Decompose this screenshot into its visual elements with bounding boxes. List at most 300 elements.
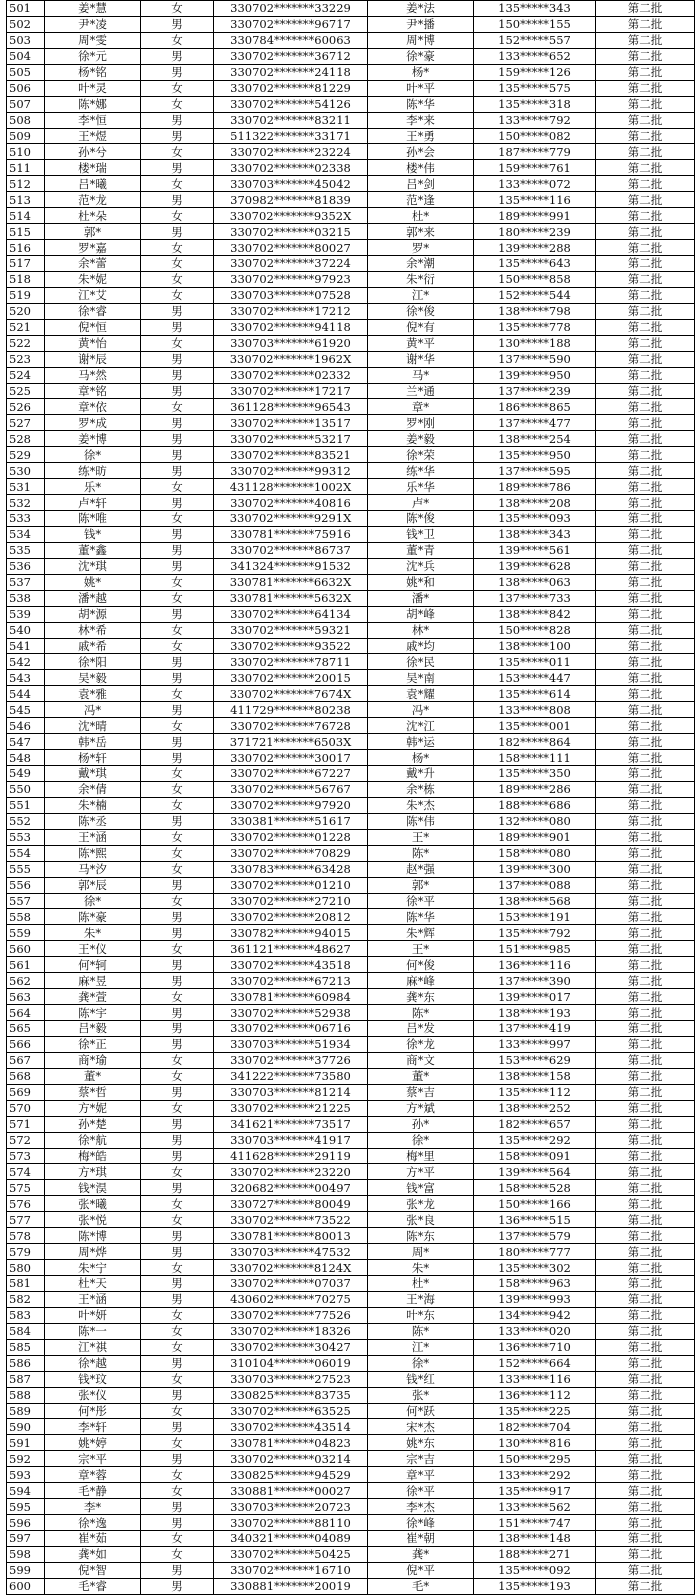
batch-cell: 第二批 <box>596 1355 695 1371</box>
id-number-cell: 330702*******03214 <box>214 1451 368 1467</box>
row-number-cell: 565 <box>7 1021 45 1037</box>
gender-cell: 女 <box>141 1307 214 1323</box>
table-row <box>7 80 695 96</box>
gender-cell: 女 <box>141 144 214 160</box>
row-number-cell: 509 <box>7 128 45 144</box>
guardian-name-cell: 马* <box>368 367 474 383</box>
row-number-cell: 558 <box>7 909 45 925</box>
guardian-name-cell: 戴*升 <box>368 766 474 782</box>
batch-cell: 第二批 <box>596 415 695 431</box>
batch-cell: 第二批 <box>596 1276 695 1292</box>
id-number-cell: 330703*******51934 <box>214 1036 368 1052</box>
guardian-name-cell: 袁*耀 <box>368 686 474 702</box>
row-number-cell: 578 <box>7 1228 45 1244</box>
id-number-cell: 330702*******77526 <box>214 1307 368 1323</box>
guardian-name-cell: 徐*平 <box>368 1483 474 1499</box>
gender-cell: 男 <box>141 1021 214 1037</box>
row-number-cell: 555 <box>7 861 45 877</box>
guardian-name-cell: 孙* <box>368 1116 474 1132</box>
table-row <box>7 813 695 829</box>
phone-cell: 135*****011 <box>474 654 596 670</box>
batch-cell: 第二批 <box>596 351 695 367</box>
gender-cell: 男 <box>141 128 214 144</box>
phone-cell: 138*****568 <box>474 893 596 909</box>
guardian-name-cell: 徐* <box>368 1355 474 1371</box>
phone-cell: 137*****477 <box>474 415 596 431</box>
student-name-cell: 袁*雅 <box>45 686 141 702</box>
table-row <box>7 64 695 80</box>
table-row <box>7 989 695 1005</box>
phone-cell: 139*****288 <box>474 240 596 256</box>
gender-cell: 女 <box>141 96 214 112</box>
table-row <box>7 351 695 367</box>
table-row <box>7 1196 695 1212</box>
guardian-name-cell: 宗*吉 <box>368 1451 474 1467</box>
id-number-cell: 330702*******43514 <box>214 1419 368 1435</box>
gender-cell: 女 <box>141 1052 214 1068</box>
phone-cell: 133*****652 <box>474 48 596 64</box>
row-number-cell: 519 <box>7 287 45 303</box>
table-row <box>7 909 695 925</box>
gender-cell: 男 <box>141 447 214 463</box>
student-name-cell: 杜*天 <box>45 1276 141 1292</box>
table-row <box>7 1052 695 1068</box>
row-number-cell: 546 <box>7 718 45 734</box>
gender-cell: 女 <box>141 941 214 957</box>
table-row <box>7 48 695 64</box>
phone-cell: 137*****579 <box>474 1228 596 1244</box>
student-name-cell: 徐*越 <box>45 1355 141 1371</box>
guardian-name-cell: 徐*峰 <box>368 1515 474 1531</box>
id-number-cell: 341222*******73580 <box>214 1068 368 1084</box>
student-name-cell: 姜*慧 <box>45 1 141 17</box>
id-number-cell: 330703*******20723 <box>214 1499 368 1515</box>
gender-cell: 女 <box>141 861 214 877</box>
row-number-cell: 591 <box>7 1435 45 1451</box>
id-number-cell: 330702*******40816 <box>214 495 368 511</box>
guardian-name-cell: 龚*东 <box>368 989 474 1005</box>
row-number-cell: 553 <box>7 829 45 845</box>
row-number-cell: 579 <box>7 1244 45 1260</box>
batch-cell: 第二批 <box>596 128 695 144</box>
row-number-cell: 543 <box>7 670 45 686</box>
batch-cell: 第二批 <box>596 383 695 399</box>
table-row <box>7 861 695 877</box>
student-name-cell: 徐* <box>45 893 141 909</box>
guardian-name-cell: 陈* <box>368 1005 474 1021</box>
student-name-cell: 张*悦 <box>45 1212 141 1228</box>
id-number-cell: 330702*******83521 <box>214 447 368 463</box>
gender-cell: 男 <box>141 957 214 973</box>
row-number-cell: 507 <box>7 96 45 112</box>
id-number-cell: 330703*******41917 <box>214 1132 368 1148</box>
gender-cell: 女 <box>141 208 214 224</box>
table-row <box>7 319 695 335</box>
gender-cell: 男 <box>141 1291 214 1307</box>
batch-cell: 第二批 <box>596 845 695 861</box>
table-row <box>7 542 695 558</box>
student-name-cell: 朱*楠 <box>45 797 141 813</box>
batch-cell: 第二批 <box>596 479 695 495</box>
id-number-cell: 330702*******13517 <box>214 415 368 431</box>
guardian-name-cell: 姚*和 <box>368 574 474 590</box>
gender-cell: 女 <box>141 1100 214 1116</box>
batch-cell: 第二批 <box>596 1499 695 1515</box>
phone-cell: 133*****116 <box>474 1371 596 1387</box>
batch-cell: 第二批 <box>596 1068 695 1084</box>
batch-cell: 第二批 <box>596 941 695 957</box>
phone-cell: 135*****950 <box>474 447 596 463</box>
batch-cell: 第二批 <box>596 80 695 96</box>
guardian-name-cell: 陈*俊 <box>368 511 474 527</box>
batch-cell: 第二批 <box>596 144 695 160</box>
id-number-cell: 330781*******04823 <box>214 1435 368 1451</box>
gender-cell: 男 <box>141 431 214 447</box>
guardian-name-cell: 徐*豪 <box>368 48 474 64</box>
student-name-cell: 韩*岳 <box>45 734 141 750</box>
gender-cell: 男 <box>141 1005 214 1021</box>
guardian-name-cell: 毛* <box>368 1578 474 1594</box>
id-number-cell: 330702*******63525 <box>214 1403 368 1419</box>
phone-cell: 150*****155 <box>474 16 596 32</box>
phone-cell: 151*****747 <box>474 1515 596 1531</box>
row-number-cell: 529 <box>7 447 45 463</box>
id-number-cell: 330702*******07037 <box>214 1276 368 1292</box>
student-name-cell: 陈*丞 <box>45 813 141 829</box>
gender-cell: 女 <box>141 1196 214 1212</box>
table-row <box>7 511 695 527</box>
gender-cell: 女 <box>141 1531 214 1547</box>
student-name-cell: 戚*希 <box>45 638 141 654</box>
gender-cell: 女 <box>141 176 214 192</box>
guardian-name-cell: 章*平 <box>368 1467 474 1483</box>
table-row <box>7 96 695 112</box>
guardian-name-cell: 江* <box>368 287 474 303</box>
phone-cell: 137*****590 <box>474 351 596 367</box>
gender-cell: 男 <box>141 670 214 686</box>
id-number-cell: 330781*******6632X <box>214 574 368 590</box>
student-name-cell: 张*曦 <box>45 1196 141 1212</box>
guardian-name-cell: 叶*平 <box>368 80 474 96</box>
student-name-cell: 周*烨 <box>45 1244 141 1260</box>
gender-cell: 女 <box>141 893 214 909</box>
batch-cell: 第二批 <box>596 1307 695 1323</box>
gender-cell: 男 <box>141 1499 214 1515</box>
gender-cell: 男 <box>141 1355 214 1371</box>
row-number-cell: 570 <box>7 1100 45 1116</box>
batch-cell: 第二批 <box>596 1291 695 1307</box>
guardian-name-cell: 黄*平 <box>368 335 474 351</box>
table-row <box>7 1276 695 1292</box>
gender-cell: 男 <box>141 495 214 511</box>
row-number-cell: 536 <box>7 558 45 574</box>
gender-cell: 男 <box>141 367 214 383</box>
id-number-cell: 330702*******30017 <box>214 750 368 766</box>
table-row <box>7 973 695 989</box>
guardian-name-cell: 吕*剑 <box>368 176 474 192</box>
phone-cell: 159*****761 <box>474 160 596 176</box>
batch-cell: 第二批 <box>596 1339 695 1355</box>
table-row <box>7 1036 695 1052</box>
table-row <box>7 128 695 144</box>
guardian-name-cell: 张*良 <box>368 1212 474 1228</box>
guardian-name-cell: 吴*南 <box>368 670 474 686</box>
guardian-name-cell: 何*跃 <box>368 1403 474 1419</box>
guardian-name-cell: 卢* <box>368 495 474 511</box>
id-number-cell: 330702*******67213 <box>214 973 368 989</box>
id-number-cell: 330781*******75916 <box>214 526 368 542</box>
student-name-cell: 郭*辰 <box>45 877 141 893</box>
table-row <box>7 654 695 670</box>
id-number-cell: 330702*******88110 <box>214 1515 368 1531</box>
id-number-cell: 330702*******23220 <box>214 1164 368 1180</box>
row-number-cell: 577 <box>7 1212 45 1228</box>
guardian-name-cell: 周*博 <box>368 32 474 48</box>
id-number-cell: 330781*******80013 <box>214 1228 368 1244</box>
id-number-cell: 330702*******83211 <box>214 112 368 128</box>
id-number-cell: 330702*******16710 <box>214 1562 368 1578</box>
table-row <box>7 1403 695 1419</box>
gender-cell: 女 <box>141 766 214 782</box>
student-name-cell: 龚*如 <box>45 1546 141 1562</box>
guardian-name-cell: 韩*运 <box>368 734 474 750</box>
student-name-cell: 孙*兮 <box>45 144 141 160</box>
phone-cell: 186*****865 <box>474 399 596 415</box>
student-name-cell: 姜*博 <box>45 431 141 447</box>
student-name-cell: 胡*源 <box>45 606 141 622</box>
student-name-cell: 江*艾 <box>45 287 141 303</box>
phone-cell: 136*****710 <box>474 1339 596 1355</box>
table-row <box>7 1307 695 1323</box>
batch-cell: 第二批 <box>596 957 695 973</box>
table-row <box>7 1084 695 1100</box>
gender-cell: 女 <box>141 1164 214 1180</box>
id-number-cell: 330702*******24118 <box>214 64 368 80</box>
student-name-cell: 李* <box>45 1499 141 1515</box>
phone-cell: 135*****575 <box>474 80 596 96</box>
guardian-name-cell: 麻*峰 <box>368 973 474 989</box>
student-name-cell: 姚*婷 <box>45 1435 141 1451</box>
gender-cell: 女 <box>141 1467 214 1483</box>
student-name-cell: 潘*越 <box>45 590 141 606</box>
id-number-cell: 330727*******80049 <box>214 1196 368 1212</box>
phone-cell: 137*****239 <box>474 383 596 399</box>
guardian-name-cell: 叶*东 <box>368 1307 474 1323</box>
gender-cell: 女 <box>141 335 214 351</box>
guardian-name-cell: 江* <box>368 1339 474 1355</box>
id-number-cell: 330702*******37726 <box>214 1052 368 1068</box>
table-row <box>7 1005 695 1021</box>
id-number-cell: 330702*******59321 <box>214 622 368 638</box>
student-name-cell: 陈*娜 <box>45 96 141 112</box>
guardian-name-cell: 陈*华 <box>368 96 474 112</box>
table-row <box>7 829 695 845</box>
row-number-cell: 513 <box>7 192 45 208</box>
guardian-name-cell: 郭*来 <box>368 224 474 240</box>
phone-cell: 133*****562 <box>474 1499 596 1515</box>
table-row <box>7 941 695 957</box>
id-number-cell: 330702*******43518 <box>214 957 368 973</box>
table-row <box>7 1578 695 1594</box>
guardian-name-cell: 董*青 <box>368 542 474 558</box>
guardian-name-cell: 徐*俊 <box>368 303 474 319</box>
student-name-cell: 林*希 <box>45 622 141 638</box>
guardian-name-cell: 郭* <box>368 877 474 893</box>
row-number-cell: 511 <box>7 160 45 176</box>
row-number-cell: 514 <box>7 208 45 224</box>
row-number-cell: 564 <box>7 1005 45 1021</box>
table-row <box>7 1339 695 1355</box>
gender-cell: 男 <box>141 1180 214 1196</box>
student-name-cell: 周*雯 <box>45 32 141 48</box>
table-row <box>7 271 695 287</box>
batch-cell: 第二批 <box>596 829 695 845</box>
batch-cell: 第二批 <box>596 1 695 17</box>
student-name-cell: 黄*怡 <box>45 335 141 351</box>
gender-cell: 女 <box>141 686 214 702</box>
student-name-cell: 徐*航 <box>45 1132 141 1148</box>
batch-cell: 第二批 <box>596 797 695 813</box>
batch-cell: 第二批 <box>596 606 695 622</box>
row-number-cell: 512 <box>7 176 45 192</box>
student-name-cell: 马*然 <box>45 367 141 383</box>
row-number-cell: 569 <box>7 1084 45 1100</box>
student-name-cell: 戴*琪 <box>45 766 141 782</box>
batch-cell: 第二批 <box>596 877 695 893</box>
phone-cell: 150*****166 <box>474 1196 596 1212</box>
row-number-cell: 522 <box>7 335 45 351</box>
id-number-cell: 330702*******86737 <box>214 542 368 558</box>
row-number-cell: 575 <box>7 1180 45 1196</box>
table-row <box>7 718 695 734</box>
row-number-cell: 537 <box>7 574 45 590</box>
phone-cell: 150*****082 <box>474 128 596 144</box>
row-number-cell: 584 <box>7 1323 45 1339</box>
id-number-cell: 371721*******6503X <box>214 734 368 750</box>
phone-cell: 135*****225 <box>474 1403 596 1419</box>
row-number-cell: 572 <box>7 1132 45 1148</box>
batch-cell: 第二批 <box>596 766 695 782</box>
guardian-name-cell: 周* <box>368 1244 474 1260</box>
student-name-cell: 李*恒 <box>45 112 141 128</box>
table-row <box>7 606 695 622</box>
batch-cell: 第二批 <box>596 1323 695 1339</box>
student-name-cell: 陈*熙 <box>45 845 141 861</box>
id-number-cell: 330703*******81214 <box>214 1084 368 1100</box>
id-number-cell: 330381*******51617 <box>214 813 368 829</box>
batch-cell: 第二批 <box>596 1084 695 1100</box>
guardian-name-cell: 朱*辉 <box>368 925 474 941</box>
student-name-cell: 王*煜 <box>45 128 141 144</box>
batch-cell: 第二批 <box>596 1005 695 1021</box>
id-number-cell: 330702*******33229 <box>214 1 368 17</box>
guardian-name-cell: 倪*平 <box>368 1562 474 1578</box>
guardian-name-cell: 徐*龙 <box>368 1036 474 1052</box>
table-row <box>7 335 695 351</box>
student-name-cell: 姚* <box>45 574 141 590</box>
gender-cell: 男 <box>141 877 214 893</box>
id-number-cell: 330702*******93522 <box>214 638 368 654</box>
row-number-cell: 554 <box>7 845 45 861</box>
row-number-cell: 534 <box>7 526 45 542</box>
student-name-cell: 毛*静 <box>45 1483 141 1499</box>
gender-cell: 男 <box>141 1578 214 1594</box>
id-number-cell: 340321*******04089 <box>214 1531 368 1547</box>
gender-cell: 男 <box>141 192 214 208</box>
student-name-cell: 龚*萱 <box>45 989 141 1005</box>
student-name-cell: 谢*辰 <box>45 351 141 367</box>
row-number-cell: 600 <box>7 1578 45 1594</box>
id-number-cell: 330702*******53217 <box>214 431 368 447</box>
batch-cell: 第二批 <box>596 1387 695 1403</box>
phone-cell: 137*****419 <box>474 1021 596 1037</box>
gender-cell: 女 <box>141 1546 214 1562</box>
table-row <box>7 1546 695 1562</box>
guardian-name-cell: 姜*法 <box>368 1 474 17</box>
table-row <box>7 797 695 813</box>
student-name-cell: 方*琪 <box>45 1164 141 1180</box>
guardian-name-cell: 余*栋 <box>368 781 474 797</box>
phone-cell: 138*****798 <box>474 303 596 319</box>
id-number-cell: 330702*******54126 <box>214 96 368 112</box>
roster-table <box>6 0 695 1595</box>
guardian-name-cell: 方*平 <box>368 1164 474 1180</box>
row-number-cell: 505 <box>7 64 45 80</box>
table-row <box>7 877 695 893</box>
id-number-cell: 330702*******01228 <box>214 829 368 845</box>
row-number-cell: 566 <box>7 1036 45 1052</box>
row-number-cell: 541 <box>7 638 45 654</box>
phone-cell: 133*****072 <box>474 176 596 192</box>
id-number-cell: 330703*******27523 <box>214 1371 368 1387</box>
id-number-cell: 330702*******37224 <box>214 256 368 272</box>
guardian-name-cell: 陈*东 <box>368 1228 474 1244</box>
phone-cell: 135*****001 <box>474 718 596 734</box>
phone-cell: 135*****350 <box>474 766 596 782</box>
id-number-cell: 330702*******01210 <box>214 877 368 893</box>
phone-cell: 150*****828 <box>474 622 596 638</box>
guardian-name-cell: 罗* <box>368 240 474 256</box>
gender-cell: 男 <box>141 734 214 750</box>
gender-cell: 女 <box>141 1403 214 1419</box>
phone-cell: 138*****158 <box>474 1068 596 1084</box>
guardian-name-cell: 徐* <box>368 1132 474 1148</box>
batch-cell: 第二批 <box>596 240 695 256</box>
student-name-cell: 董* <box>45 1068 141 1084</box>
phone-cell: 135*****318 <box>474 96 596 112</box>
guardian-name-cell: 陈* <box>368 845 474 861</box>
row-number-cell: 595 <box>7 1499 45 1515</box>
guardian-name-cell: 李*来 <box>368 112 474 128</box>
phone-cell: 158*****963 <box>474 1276 596 1292</box>
gender-cell: 男 <box>141 542 214 558</box>
guardian-name-cell: 徐*民 <box>368 654 474 670</box>
id-number-cell: 330702*******7674X <box>214 686 368 702</box>
row-number-cell: 528 <box>7 431 45 447</box>
table-row <box>7 1531 695 1547</box>
row-number-cell: 517 <box>7 256 45 272</box>
table-row <box>7 303 695 319</box>
id-number-cell: 330702*******99312 <box>214 463 368 479</box>
id-number-cell: 330702*******02338 <box>214 160 368 176</box>
student-name-cell: 徐*元 <box>45 48 141 64</box>
phone-cell: 139*****300 <box>474 861 596 877</box>
student-name-cell: 叶*妍 <box>45 1307 141 1323</box>
guardian-name-cell: 陈*伟 <box>368 813 474 829</box>
gender-cell: 男 <box>141 1562 214 1578</box>
phone-cell: 182*****657 <box>474 1116 596 1132</box>
row-number-cell: 502 <box>7 16 45 32</box>
